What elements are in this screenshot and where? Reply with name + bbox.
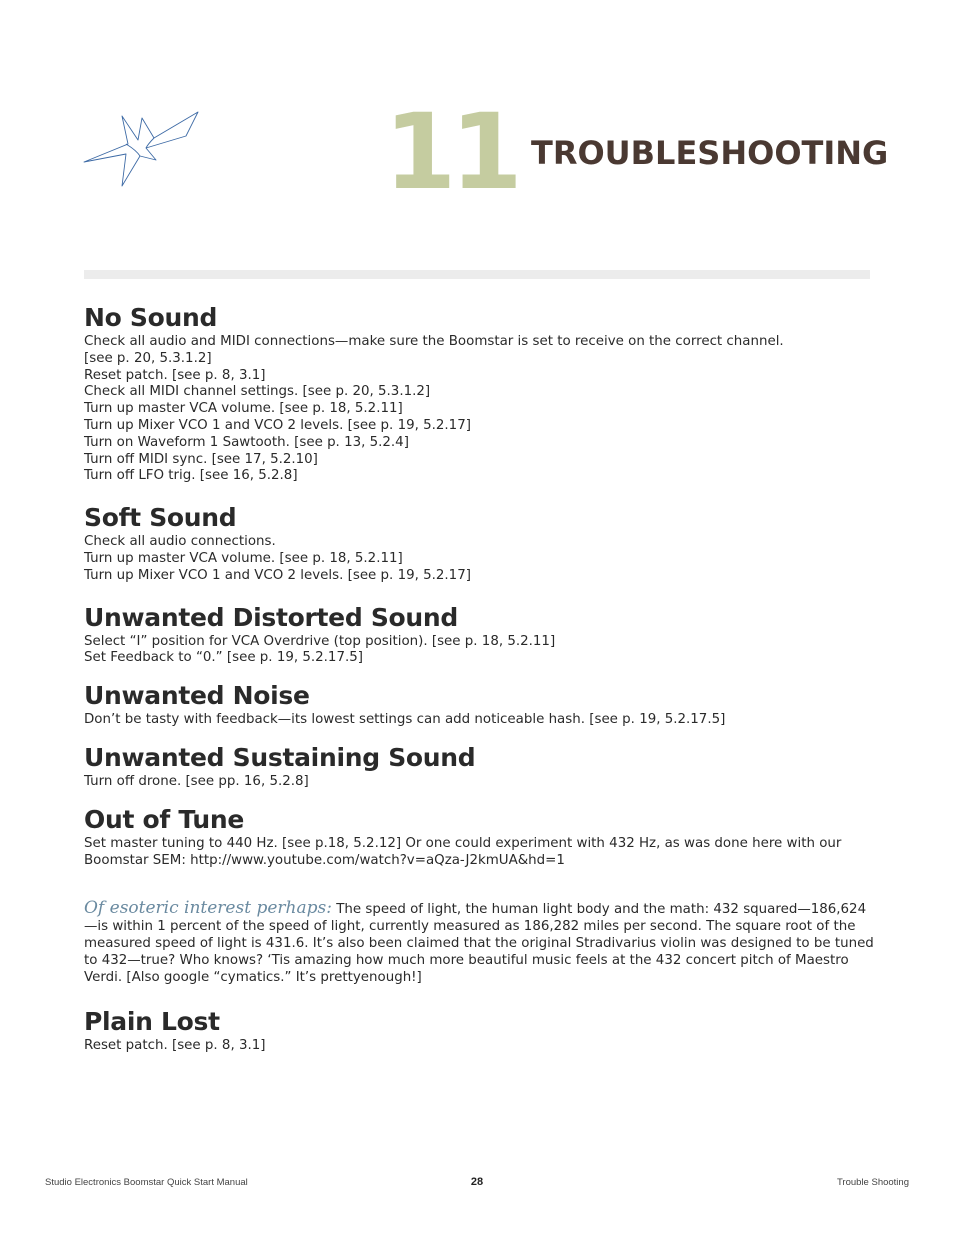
text-line: Set Feedback to “0.” [see p. 19, 5.2.17.5] [84, 650, 363, 666]
text-line: Reset patch. [see p. 8, 3.1] [84, 1038, 266, 1054]
section-heading: Out of Tune [84, 804, 245, 834]
text-line: Turn up Mixer VCO 1 and VCO 2 levels. [see p. 19, 5.2.17] [84, 417, 471, 433]
starburst-icon [82, 110, 202, 192]
section-heading: Unwanted Noise [84, 681, 310, 711]
text-line: Set master tuning to 440 Hz. [see p.18, 5.2.12] Or one could experiment with 432 Hz, as was done here with our [84, 835, 842, 851]
section-heading: Unwanted Sustaining Sound [84, 742, 476, 772]
text-line: Turn up Mixer VCO 1 and VCO 2 levels. [see p. 19, 5.2.17] [84, 567, 471, 583]
text-line: Turn off LFO trig. [see 16, 5.2.8] [84, 468, 298, 484]
text-line: Check all audio and MIDI connections—make sure the Boomstar is set to receive on the correct channel. [84, 334, 784, 349]
chapter-number: 11 [384, 91, 517, 213]
section-heading: No Sound [84, 303, 218, 332]
text-line: Turn up master VCA volume. [see p. 18, 5.2.11] [84, 401, 403, 417]
section-unwanted-noise [84, 680, 874, 729]
section-unwanted-distorted-sound [84, 602, 874, 668]
text-line: Select “I” position for VCA Overdrive (top position). [see p. 18, 5.2.11] [84, 633, 556, 649]
text-line: Turn off MIDI sync. [see 17, 5.2.10] [84, 451, 318, 467]
footer-manual-title: Studio Electronics Boomstar Quick Start Manual [45, 1177, 248, 1188]
text-line: Turn off drone. [see pp. 16, 5.2.8] [84, 773, 309, 789]
header-divider [84, 270, 870, 279]
text-line: Turn up master VCA volume. [see p. 18, 5.2.11] [84, 550, 403, 566]
text-line: Check all audio connections. [84, 534, 276, 550]
esoteric-lead: Of esoteric interest perhaps: [84, 898, 332, 919]
esoteric-text: The speed of light, the human light body and the math: 432 squared—186,624—is within 1 percent of the speed of light, currently measured as 186,282 miles per second. The square root of the measured speed of light is 431.6. It’s also been claimed that the original Stradivarius violin was designed to be tuned to 432—true? Who knows? ‘Tis amazing how much more beautiful music feels at the 432 concert pitch of Maestro Verdi. [Also google “cymatics.” It’s prettyenough!] [84, 902, 874, 985]
text-line: Boomstar SEM: http://www.youtube.com/watch?v=aQza-J2kmUA&hd=1 [84, 852, 565, 868]
section-unwanted-sustaining-sound [84, 742, 874, 791]
section-heading: Soft Sound [84, 503, 237, 533]
page-number: 28 [470, 1176, 484, 1188]
esoteric-note [84, 900, 874, 986]
chapter-title: TROUBLESHOOTING [531, 134, 889, 172]
text-line: Don’t be tasty with feedback—its lowest settings can add noticeable hash. [see p. 19, 5.2.17.5] [84, 712, 726, 728]
section-no-sound [84, 302, 874, 485]
section-heading: Plain Lost [84, 1007, 220, 1037]
section-out-of-tune [84, 804, 874, 870]
section-plain-lost [84, 1006, 874, 1055]
text-line: Check all MIDI channel settings. [see p. 20, 5.3.1.2] [84, 384, 431, 400]
text-line: Reset patch. [see p. 8, 3.1] [84, 367, 266, 383]
footer-section-title: Trouble Shooting [836, 1177, 909, 1188]
text-line: [see p. 20, 5.3.1.2] [84, 350, 212, 366]
page-content [84, 302, 874, 1055]
section-heading: Unwanted Distorted Sound [84, 602, 459, 632]
text-line: Turn on Waveform 1 Sawtooth. [see p. 13, 5.2.4] [84, 434, 409, 450]
section-soft-sound [84, 502, 874, 584]
